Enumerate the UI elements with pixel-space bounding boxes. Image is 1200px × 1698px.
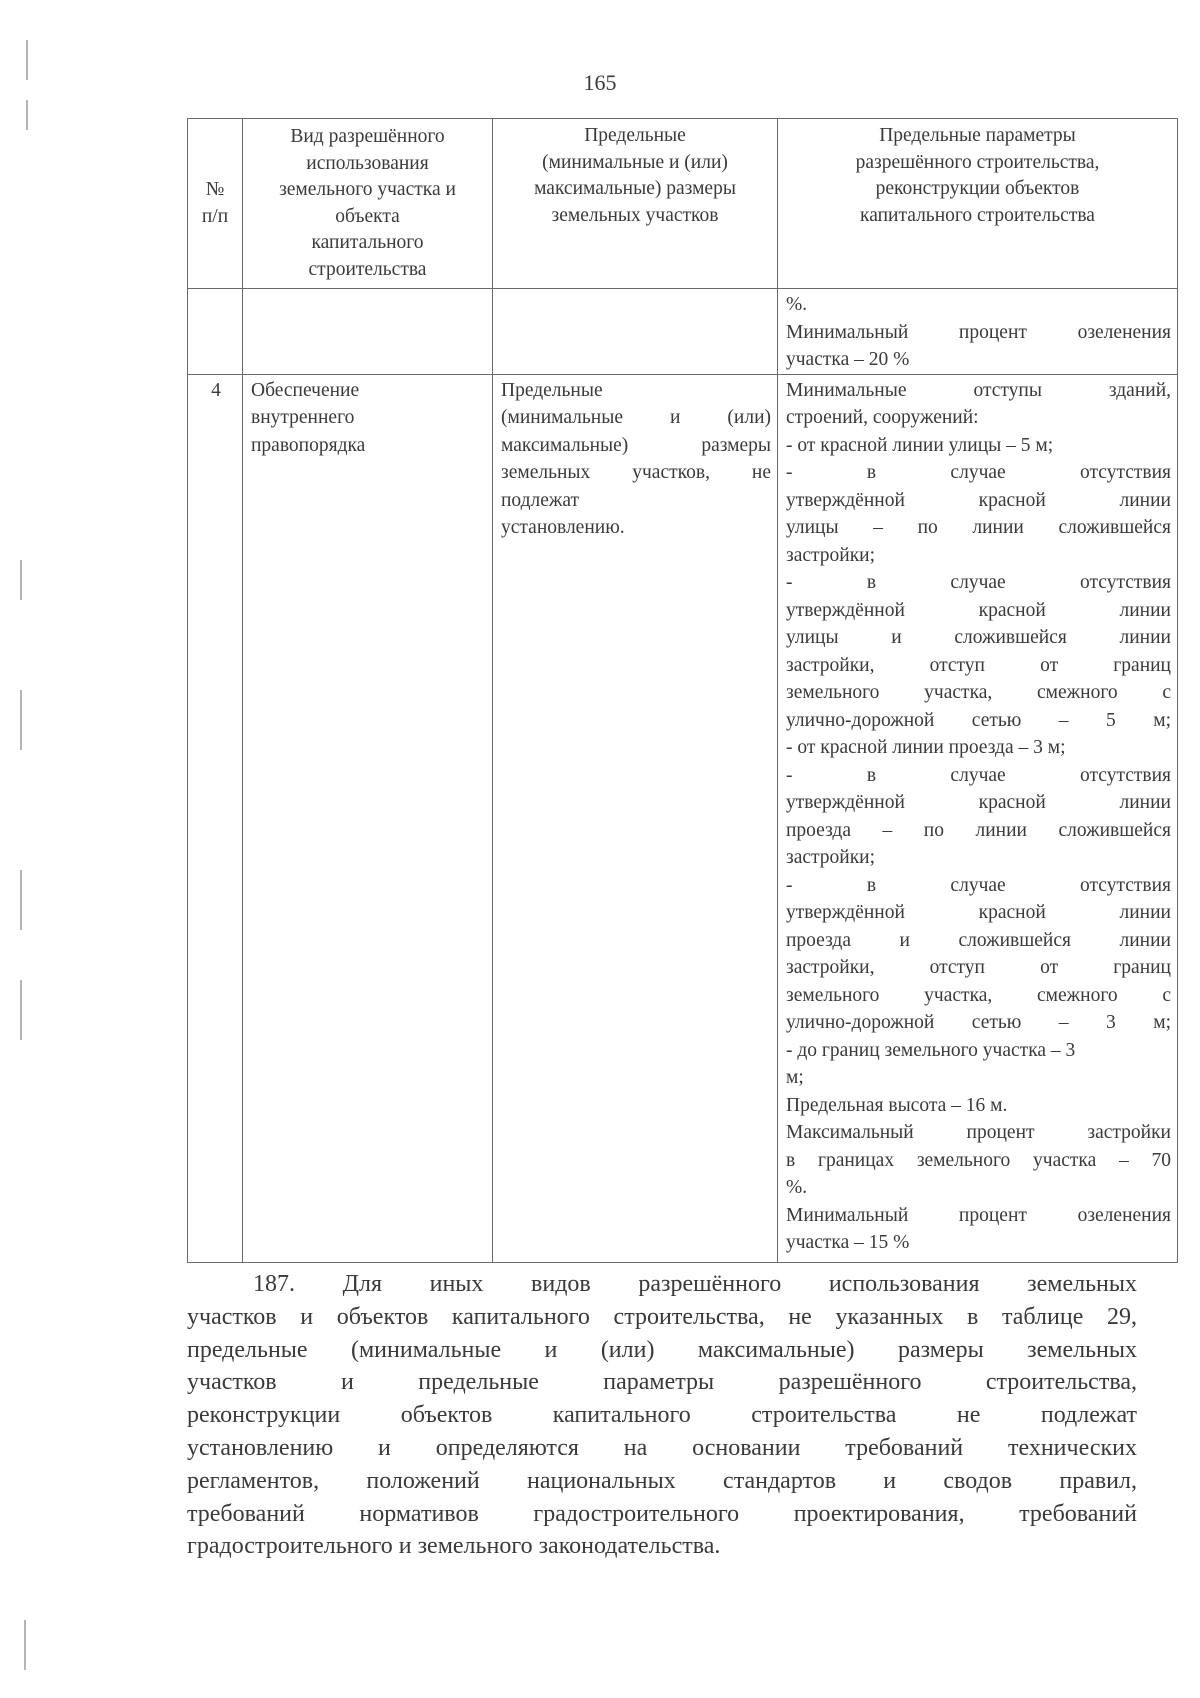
body-paragraph — [187, 1268, 1137, 1563]
param-line: застройки; — [786, 544, 876, 566]
param-line: земельного участка, смежного с — [786, 984, 1171, 1006]
paragraph-line: предельные (минимальные и (или) максимальные) размеры земельных — [187, 1336, 1137, 1363]
param-line: - от красной линии улицы – 5 м; — [786, 434, 1054, 456]
param-line: Минимальные отступы зданий, — [786, 379, 1171, 401]
header-num-line: п/п — [201, 205, 229, 227]
scan-margin-mark — [26, 100, 28, 130]
scan-margin-mark — [20, 560, 22, 600]
paragraph-line: участков и объектов капитального строительства, не указанных в таблице 29, — [187, 1303, 1137, 1330]
plot-size-line: установлению. — [501, 517, 625, 538]
paragraph-line: реконструкции объектов капитального строительства не подлежат — [187, 1402, 1137, 1429]
paragraph-line: участков и предельные параметры разрешённого строительства, — [187, 1369, 1137, 1396]
header-build-params — [778, 119, 1178, 289]
param-line: - до границ земельного участка – 3 — [786, 1039, 1076, 1061]
paragraph-line: 187. Для иных видов разрешённого использования земельных — [253, 1271, 1137, 1297]
header-line: строительства — [308, 258, 427, 280]
header-num-line: № — [205, 179, 225, 200]
scan-margin-mark — [20, 870, 22, 930]
param-line: проезда и сложившейся линии — [786, 929, 1171, 951]
plot-size-line: максимальные) размеры — [501, 434, 771, 456]
cell-use-type-empty — [243, 289, 493, 375]
use-type-line: внутреннего — [251, 407, 355, 428]
param-line: - в случае отсутствия — [786, 572, 1171, 593]
param-line: застройки; — [786, 847, 876, 868]
header-line: Вид разрешённого — [290, 126, 445, 147]
table-row — [188, 374, 1178, 1262]
plot-size-line: подлежат — [501, 489, 580, 511]
cell-num: 4 — [188, 374, 243, 1262]
plot-size-line: земельных участков, не — [501, 462, 771, 483]
header-line: Предельные параметры — [879, 125, 1076, 146]
param-line: утверждённой красной линии — [786, 902, 1171, 923]
header-line: Предельные — [584, 125, 686, 146]
param-line: - в случае отсутствия — [786, 874, 1171, 896]
cell-num-empty — [188, 289, 243, 375]
param-line: Минимальный процент озеленения — [786, 321, 1171, 343]
param-line: утверждённой красной линии — [786, 792, 1171, 813]
param-line: улицы и сложившейся линии — [786, 627, 1171, 648]
param-line: улично-дорожной сетью – 5 м; — [786, 709, 1171, 731]
cell-build-params — [778, 374, 1178, 1262]
header-line: земельных участков — [551, 204, 719, 226]
param-line: участка – 20 % — [786, 349, 910, 370]
header-use-type — [243, 119, 493, 289]
param-line: земельного участка, смежного с — [786, 682, 1171, 703]
header-line: разрешённого строительства, — [855, 151, 1100, 173]
param-line: - от красной линии проезда – 3 м; — [786, 737, 1066, 758]
header-line: капитального строительства — [860, 204, 1095, 226]
param-line: %. — [786, 1177, 808, 1198]
cell-plot-sizes — [493, 374, 778, 1262]
scan-margin-mark — [20, 690, 22, 750]
param-line: утверждённой красной линии — [786, 489, 1171, 511]
header-line: объекта — [335, 205, 400, 227]
use-type-line: Обеспечение — [251, 379, 360, 401]
param-line: утверждённой красной линии — [786, 599, 1171, 621]
header-plot-sizes — [493, 119, 778, 289]
header-line: реконструкции объектов — [875, 178, 1080, 199]
scan-margin-mark — [24, 1620, 26, 1670]
param-line: Максимальный процент застройки — [786, 1122, 1171, 1143]
param-line: строений, сооружений: — [786, 407, 979, 428]
header-line: максимальные) размеры — [534, 178, 736, 199]
header-line: использования — [306, 152, 429, 174]
header-line: капитального — [311, 232, 424, 253]
param-line: участка – 15 % — [786, 1232, 910, 1253]
table-row — [188, 289, 1178, 375]
use-type-line: правопорядка — [251, 434, 366, 456]
param-line: застройки, отступ от границ — [786, 654, 1171, 676]
param-line: Предельная высота – 16 м. — [786, 1094, 1008, 1116]
param-line: улично-дорожной сетью – 3 м; — [786, 1012, 1171, 1033]
page-number: 165 — [583, 70, 617, 95]
param-line: Минимальный процент озеленения — [786, 1204, 1171, 1226]
header-num — [188, 119, 243, 289]
param-line: застройки, отступ от границ — [786, 957, 1171, 978]
param-line: м; — [786, 1067, 804, 1088]
header-line: земельного участка и — [279, 179, 456, 200]
cell-use-type — [243, 374, 493, 1262]
param-line: проезда – по линии сложившейся — [786, 819, 1171, 841]
param-line: %. — [786, 294, 808, 315]
paragraph-line: требований нормативов градостроительного проектирования, требований — [187, 1500, 1137, 1527]
plot-size-line: Предельные — [501, 379, 603, 401]
cell-params-continuation — [778, 289, 1178, 375]
param-line: в границах земельного участка – 70 — [786, 1149, 1171, 1171]
paragraph-line: градостроительного и земельного законодательства. — [187, 1533, 721, 1560]
paragraph-line: регламентов, положений национальных стандартов и сводов правил, — [187, 1467, 1137, 1494]
scan-margin-mark — [20, 980, 22, 1040]
header-line: (минимальные и (или) — [542, 151, 728, 173]
land-use-table — [187, 118, 1178, 1263]
param-line: улицы – по линии сложившейся — [786, 517, 1171, 538]
param-line: - в случае отсутствия — [786, 764, 1171, 786]
param-line: - в случае отсутствия — [786, 462, 1171, 483]
paragraph-line: установлению и определяются на основании требований технических — [187, 1434, 1137, 1461]
plot-size-line: (минимальные и (или) — [501, 407, 771, 428]
table-header-row — [188, 119, 1178, 289]
cell-plot-sizes-empty — [493, 289, 778, 375]
